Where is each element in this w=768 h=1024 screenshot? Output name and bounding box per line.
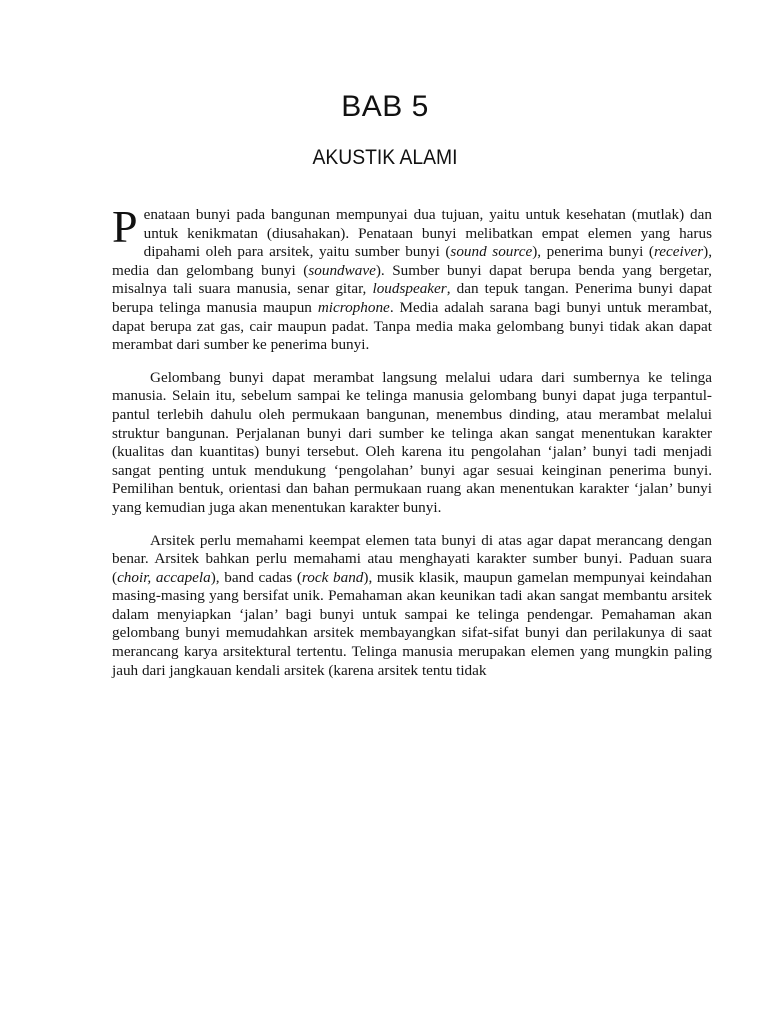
paragraph-1-text-c: ), penerima bunyi ( bbox=[532, 243, 654, 261]
term-choir-accapela: choir, accapela bbox=[117, 568, 211, 586]
paragraph-3 bbox=[112, 532, 712, 681]
drop-cap: P bbox=[112, 201, 138, 252]
term-rock-band: rock band bbox=[301, 568, 364, 586]
paragraph-3-text-a: Arsitek perlu memahami keempat elemen tata bunyi di atas agar dapat merancang dengan benar. Arsitek bahkan perlu memahami atau menghayati karakter sumber bunyi. Paduan suara ( bbox=[112, 531, 712, 586]
chapter-number: BAB 5 bbox=[341, 90, 429, 123]
paragraph-1 bbox=[112, 201, 712, 355]
term-soundwave: soundwave bbox=[308, 261, 376, 279]
paragraph-1-text-g: ). Sumber bunyi dapat berupa benda yang bergetar, misalnya tali suara manusia, senar gitar, bbox=[112, 261, 712, 298]
paragraph-1-text-e: ), media dan gelombang bunyi ( bbox=[112, 243, 712, 279]
term-loudspeaker: loudspeaker bbox=[372, 280, 447, 298]
paragraph-2: Gelombang bunyi dapat merambat langsung melalui udara dari sumbernya ke telinga manusia. Selain itu, sebelum sampai ke telinga manusia gelombang bunyi dapat juga terpantul-pantul terlebih dahulu oleh permukaan bangunan, menembus dinding, atau merambat melalui struktur bangunan. Perjalanan bunyi dari sumber ke telinga akan sangat menentukan karakter (kualitas dan kuantitas) bunyi tersebut. Oleh karena itu pengolahan ‘jalan’ bunyi tadi menjadi sangat penting untuk mendukung ‘pengolahan’ bunyi agar sesuai keinginan penerima bunyi. Pemilihan bentuk, orientasi dan bahan permukaan ruang akan menentukan karakter ‘jalan’ bunyi yang kemudian juga akan menentukan karakter bunyi. bbox=[112, 368, 712, 516]
paragraph-3-text-e: ), musik klasik, maupun gamelan mempunyai keindahan masing-masing yang bersifat unik. Pemahaman akan keunikan tadi akan sangat membantu arsitek dalam menyiapkan ‘jalan’ bagi bunyi untuk sampai ke telinga pendengar. Pemahaman akan gelombang bunyi memudahkan arsitek membayangkan sifat-sifat bunyi dan perilakunya di saat merancang karya arsitektural tertentu. Telinga manusia merupakan elemen yang mungkin paling jauh dari jangkauan kendali arsitek (karena arsitek tentu tidak bbox=[112, 568, 712, 679]
term-sound-source: sound source bbox=[450, 243, 533, 261]
paragraph-3-text-c: ), band cadas ( bbox=[210, 568, 302, 586]
term-microphone: microphone bbox=[317, 298, 390, 316]
term-receiver: receiver bbox=[653, 243, 704, 261]
chapter-title: AKUSTIK ALAMI bbox=[312, 146, 458, 169]
paragraph-1-text-i: , dan tepuk tangan. Penerima bunyi dapat berupa telinga manusia maupun bbox=[112, 280, 712, 316]
paragraph-1-text-k: . Media adalah sarana bagi bunyi untuk merambat, dapat berupa zat gas, cair maupun padat. Tanpa media maka gelombang bunyi tidak akan dapat merambat dari sumber ke penerima bunyi. bbox=[112, 298, 712, 354]
body-text bbox=[112, 201, 712, 694]
paragraph-1-text-a: enataan bunyi pada bangunan mempunyai dua tujuan, yaitu untuk kesehatan (mutlak) dan untuk kenikmatan (diusahakan). Penataan bunyi melibatkan empat elemen yang harus dipahami oleh para arsitek, yaitu sumber bunyi ( bbox=[143, 206, 712, 261]
